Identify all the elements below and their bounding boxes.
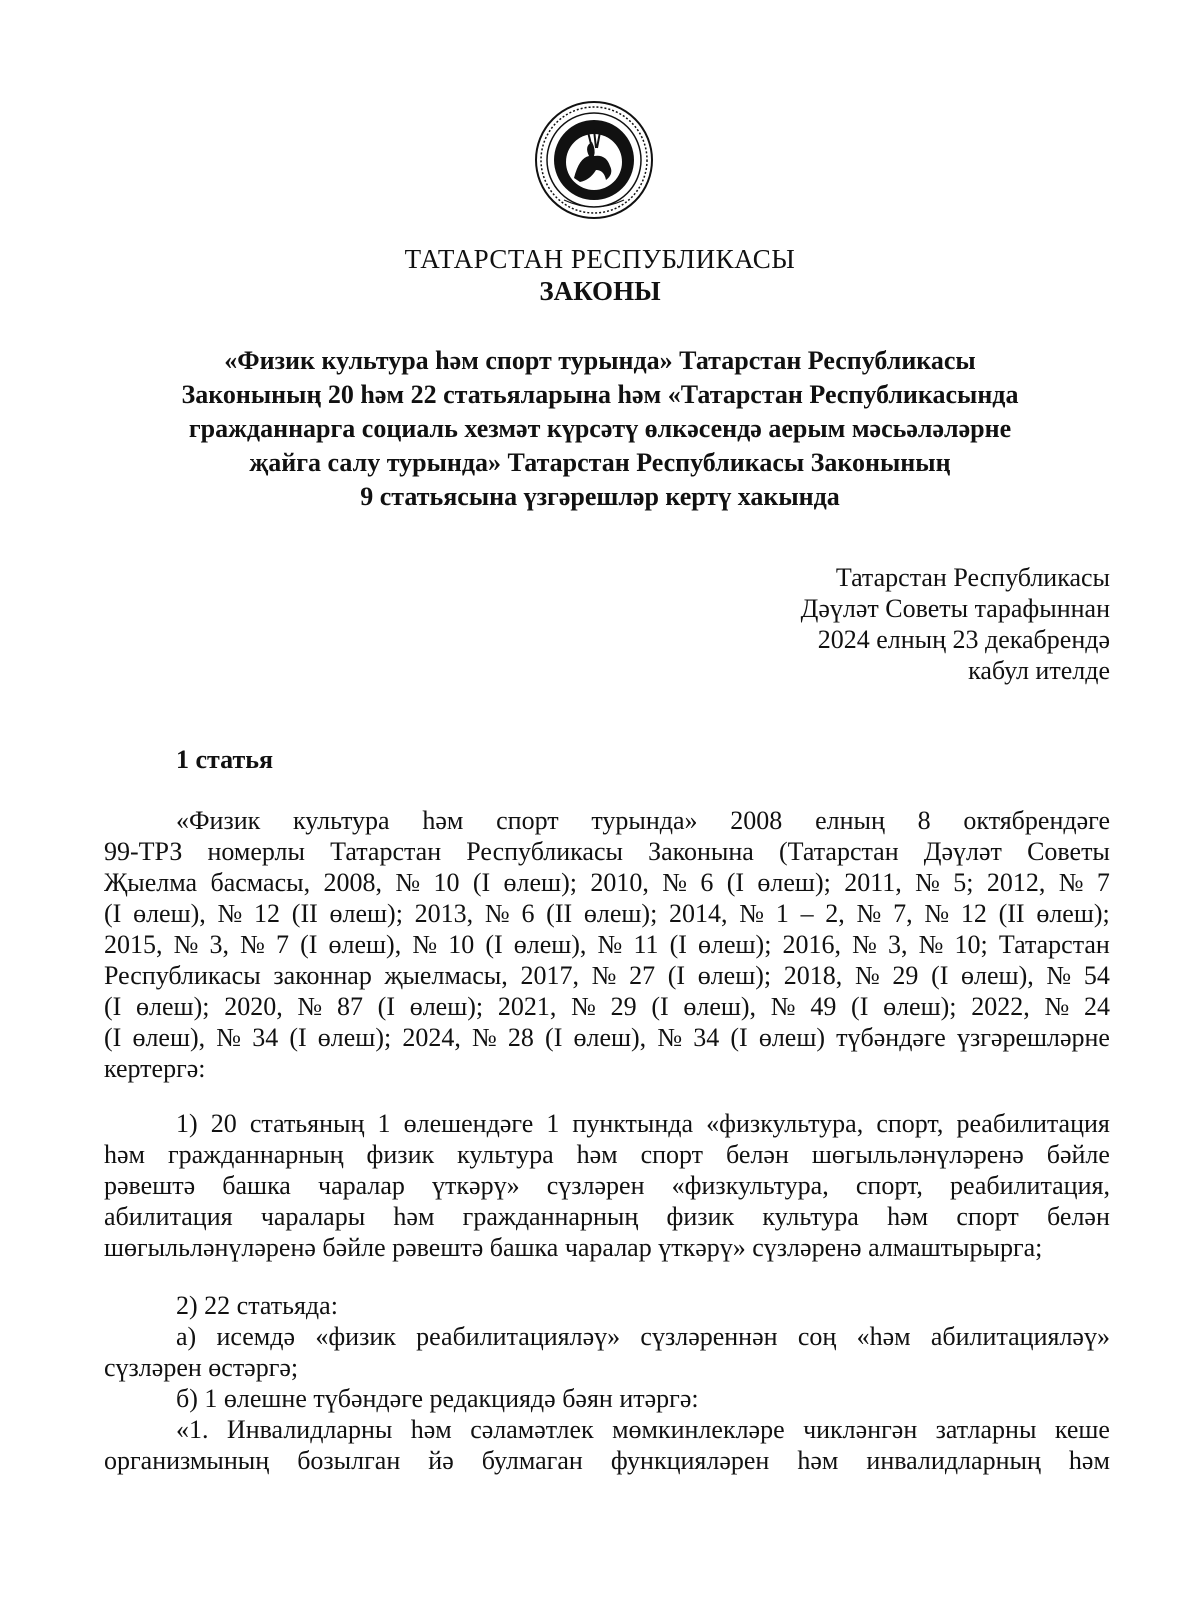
word: белән <box>726 1140 789 1169</box>
word: «физкультура, <box>706 1109 864 1138</box>
word: октябрендәге <box>963 806 1110 835</box>
text-line: кертергә: <box>104 1054 206 1083</box>
word: елның <box>815 806 885 835</box>
word: (I <box>472 868 491 897</box>
word: (I <box>485 930 503 959</box>
word: үткәрү» <box>432 1171 520 1200</box>
word: 2021, <box>497 992 557 1021</box>
word: өлеш) <box>758 1023 826 1052</box>
word: № <box>852 930 877 959</box>
word: бәйле <box>1046 1140 1110 1169</box>
word: кеше <box>1054 1415 1110 1444</box>
word: рәвештә <box>104 1171 196 1200</box>
word: сүзләрен <box>546 1171 645 1200</box>
word: 49 <box>810 992 837 1021</box>
word: 8 <box>917 806 931 835</box>
word: культура <box>457 1140 554 1169</box>
word: инвалидларның <box>866 1446 1041 1475</box>
text-line <box>104 898 1110 929</box>
word: бозылган <box>297 1446 401 1475</box>
text-line: 2) 22 статьяда: <box>176 1291 338 1320</box>
word: «физкультура, <box>671 1171 829 1200</box>
word: 7 <box>1096 868 1110 897</box>
word: 1) <box>176 1109 198 1138</box>
word: статьяның <box>249 1109 365 1138</box>
word: булмаган <box>481 1446 583 1475</box>
word: № <box>915 868 940 897</box>
word: өлеш); <box>329 899 403 928</box>
word: (I <box>300 930 318 959</box>
word: 10 <box>433 868 460 897</box>
word: 11 <box>633 930 659 959</box>
word: законнар <box>273 961 372 990</box>
word: өлеш); <box>503 868 577 897</box>
text-line <box>104 867 1110 898</box>
word: 24 <box>1083 992 1110 1021</box>
word: спорт, <box>876 1109 944 1138</box>
word: 20 <box>210 1109 237 1138</box>
word: номерлы <box>207 837 305 866</box>
word: 29 <box>610 992 637 1021</box>
word: чаралары <box>260 1202 366 1231</box>
word: 34 <box>693 1023 720 1052</box>
word: 2024, <box>402 1023 461 1052</box>
word: Дәүләт <box>923 837 1002 866</box>
paragraph-point-2 <box>104 1290 1110 1476</box>
word: № <box>297 992 323 1021</box>
word: № <box>770 992 796 1021</box>
adoption-line: Дәүләт Советы тарафыннан <box>800 594 1110 623</box>
adoption-line: Татарстан Республикасы <box>835 563 1110 592</box>
word: сүзләреннән <box>640 1322 778 1351</box>
text-line <box>104 1170 1110 1201</box>
text-line <box>104 805 1110 836</box>
word: № <box>412 930 438 959</box>
word: 12 <box>254 899 281 928</box>
word: (I <box>931 961 949 990</box>
word: Җыелма <box>104 868 198 897</box>
word: (I <box>851 992 869 1021</box>
word: (I <box>545 1023 563 1052</box>
word: физик <box>666 1202 735 1231</box>
text-line <box>104 1201 1110 1232</box>
title-line: гражданнарга социаль хезмәт күрсәтү өлкәсендә аерым мәсьәләләрне <box>188 414 1012 443</box>
word: «Физик <box>176 806 261 835</box>
word: өлешендәге <box>403 1109 534 1138</box>
word: № <box>1046 961 1072 990</box>
word: йә <box>428 1446 454 1475</box>
word: 1 <box>775 899 789 928</box>
text-line <box>104 1414 1110 1445</box>
word: турында» <box>591 806 698 835</box>
word: өлеш); <box>409 992 484 1021</box>
word: спорт <box>640 1140 704 1169</box>
text-line <box>104 929 1110 960</box>
word: (I <box>289 1023 307 1052</box>
word: № <box>173 930 199 959</box>
word: (I <box>377 992 395 1021</box>
word: җыелмасы, <box>384 961 508 990</box>
word: һәм <box>422 806 464 835</box>
word: № <box>597 930 623 959</box>
word: Татарстан <box>330 837 442 866</box>
word: (I <box>104 992 122 1021</box>
word: реабилитация, <box>950 1171 1110 1200</box>
word: өлеш), <box>573 1023 647 1052</box>
word: спорт <box>496 806 559 835</box>
word: 2012, <box>986 868 1046 897</box>
word: № <box>591 961 617 990</box>
word: исемдә <box>216 1322 296 1351</box>
word: һәм <box>576 1140 618 1169</box>
word: № <box>1044 992 1070 1021</box>
word: № <box>856 899 882 928</box>
word: пунктында <box>572 1109 694 1138</box>
word: (II <box>998 899 1025 928</box>
word: шөгыльләнүләренә <box>811 1140 1024 1169</box>
word: (I <box>730 1023 748 1052</box>
word: 12 <box>960 899 987 928</box>
word: 1 <box>546 1109 560 1138</box>
word: өлеш); <box>698 930 772 959</box>
word: 1 <box>377 1109 391 1138</box>
text-line: сүзләрен өстәргә; <box>104 1353 299 1382</box>
word: 54 <box>1083 961 1110 990</box>
word: һәм <box>887 1202 929 1231</box>
word: 99-ТРЗ <box>104 837 183 866</box>
word: 3, <box>888 930 908 959</box>
word: 5; <box>953 868 974 897</box>
word: үзгәрешләрне <box>956 1023 1110 1052</box>
word: өлеш); <box>583 899 658 928</box>
word: Инвалидларны <box>226 1415 393 1444</box>
title-line: Законының 20 һәм 22 статьяларына һәм «Татарстан Республикасында <box>181 380 1019 409</box>
text-line: шөгыльләнүләренә бәйле рәвештә башка чаралар үткәрү» сүзләренә алмаштырырга; <box>104 1233 1043 1262</box>
word: башка <box>222 1171 291 1200</box>
word: һәм <box>797 1446 839 1475</box>
word: өлеш), <box>132 1023 206 1052</box>
word: өлеш); <box>757 868 831 897</box>
word: № <box>739 899 765 928</box>
word: 7, <box>893 899 913 928</box>
word: Республикасы <box>104 961 261 990</box>
word: «һәм <box>856 1322 911 1351</box>
word: культура <box>293 806 390 835</box>
word: № <box>1058 868 1084 897</box>
word: өлеш), <box>133 899 206 928</box>
word: № <box>471 1023 497 1052</box>
word: № <box>924 899 950 928</box>
word: 2015, <box>104 930 163 959</box>
word: 2020, <box>224 992 283 1021</box>
word: өлеш), <box>961 961 1034 990</box>
word: спорт <box>956 1202 1019 1231</box>
word: № <box>217 899 243 928</box>
title-line: җайга салу турында» Татарстан Республикасы Законының <box>249 448 951 477</box>
word: реабилитацияләү» <box>416 1322 621 1351</box>
word: физик <box>366 1140 435 1169</box>
word: (I <box>726 868 745 897</box>
word: 10 <box>448 930 475 959</box>
word: Законына <box>648 837 754 866</box>
word: өлеш); <box>697 961 772 990</box>
adoption-line: 2024 елның 23 декабрендә <box>817 625 1110 654</box>
word: № <box>854 961 880 990</box>
text-line <box>104 960 1110 991</box>
word: № <box>395 868 421 897</box>
text-line <box>104 991 1110 1022</box>
word: организмының <box>104 1446 270 1475</box>
word: гражданнарның <box>462 1202 639 1231</box>
word: Советы <box>1027 837 1110 866</box>
word: 29 <box>892 961 919 990</box>
word: 2008 <box>730 806 783 835</box>
text-line <box>104 1022 1110 1053</box>
word: өлеш), <box>513 930 587 959</box>
word: «физик <box>315 1322 396 1351</box>
text-line <box>104 836 1110 867</box>
word: Республикасы <box>466 837 623 866</box>
word: № <box>657 1023 683 1052</box>
text-line <box>104 1139 1110 1170</box>
word: 28 <box>507 1023 534 1052</box>
word: реабилитация <box>956 1109 1110 1138</box>
word: (I <box>104 1023 122 1052</box>
word: 2017, <box>520 961 579 990</box>
word: 2014, <box>669 899 728 928</box>
word: сәламәтлек <box>470 1415 594 1444</box>
text-line <box>104 1108 1110 1139</box>
text-line <box>104 1321 1110 1352</box>
word: 2016, <box>782 930 842 959</box>
text-line: б) 1 өлешне түбәндәге редакциядә бәян итәргә: <box>176 1384 699 1413</box>
word: спорт, <box>855 1171 923 1200</box>
word: чикләнгән <box>803 1415 918 1444</box>
word: соң <box>797 1322 837 1351</box>
word: һәм <box>1068 1446 1110 1475</box>
adoption-line: кабул ителде <box>968 656 1110 685</box>
word: 34 <box>252 1023 279 1052</box>
word: (I <box>667 961 686 990</box>
text-line <box>104 1445 1110 1476</box>
word: 2022, <box>971 992 1030 1021</box>
word: өлеш); <box>317 1023 392 1052</box>
word: (Татарстан <box>778 837 899 866</box>
state-name: ТАТАРСТАН РЕСПУБЛИКАСЫ <box>404 244 796 274</box>
word: чаралар <box>318 1171 405 1200</box>
word: 7 <box>276 930 289 959</box>
word: 6 <box>700 868 714 897</box>
paragraph-point-1 <box>104 1108 1110 1263</box>
word: № <box>240 930 265 959</box>
word: «1. <box>176 1415 209 1444</box>
word: белән <box>1047 1202 1110 1231</box>
word: № <box>662 868 687 897</box>
word: һәм <box>393 1202 435 1231</box>
word: 10; <box>954 930 988 959</box>
word: № <box>216 1023 242 1052</box>
word: (I <box>104 899 122 928</box>
word: № <box>918 930 944 959</box>
word: 2008, <box>323 868 382 897</box>
word: 6 <box>521 899 535 928</box>
word: (II <box>546 899 573 928</box>
word: басмасы, <box>210 868 311 897</box>
word: № <box>571 992 596 1021</box>
word: өлеш); <box>1036 899 1110 928</box>
adoption-note <box>801 562 1110 686</box>
title-line: «Физик культура һәм спорт турында» Татарстан Республикасы <box>224 346 976 375</box>
word: – <box>800 899 814 928</box>
word: 3, <box>209 930 229 959</box>
word: функцияләрен <box>610 1446 770 1475</box>
word: һәм <box>104 1140 145 1169</box>
word: Татарстан <box>998 930 1110 959</box>
word: 2013, <box>414 899 474 928</box>
word: 2011, <box>844 868 902 897</box>
word: (I <box>669 930 687 959</box>
word: (I <box>651 992 669 1021</box>
word: өлеш), <box>683 992 757 1021</box>
word: затларны <box>935 1415 1037 1444</box>
word: № <box>484 899 510 928</box>
word: 2, <box>825 899 845 928</box>
law-title <box>150 344 1050 514</box>
word: 87 <box>336 992 363 1021</box>
word: 2010, <box>590 868 649 897</box>
word: культура <box>762 1202 859 1231</box>
word: (II <box>291 899 318 928</box>
word: өлеш), <box>328 930 402 959</box>
document-type: ЗАКОНЫ <box>539 276 661 306</box>
word: абилитацияләү» <box>930 1322 1110 1351</box>
coat-of-arms-emblem <box>534 100 654 220</box>
word: һәм <box>410 1415 452 1444</box>
word: өлеш); <box>883 992 957 1021</box>
title-line: 9 статьясына үзгәрешләр кертү хакында <box>360 482 840 511</box>
word: гражданнарның <box>167 1140 344 1169</box>
word: а) <box>176 1322 197 1351</box>
article-heading: 1 статья <box>176 745 274 774</box>
word: 2018, <box>783 961 843 990</box>
word: өлеш); <box>136 992 210 1021</box>
word: 27 <box>629 961 656 990</box>
word: абилитация <box>104 1202 233 1231</box>
word: мөмкинлекләре <box>612 1415 785 1444</box>
word: түбәндәге <box>836 1023 946 1052</box>
paragraph-amendment-intro <box>104 805 1110 1084</box>
